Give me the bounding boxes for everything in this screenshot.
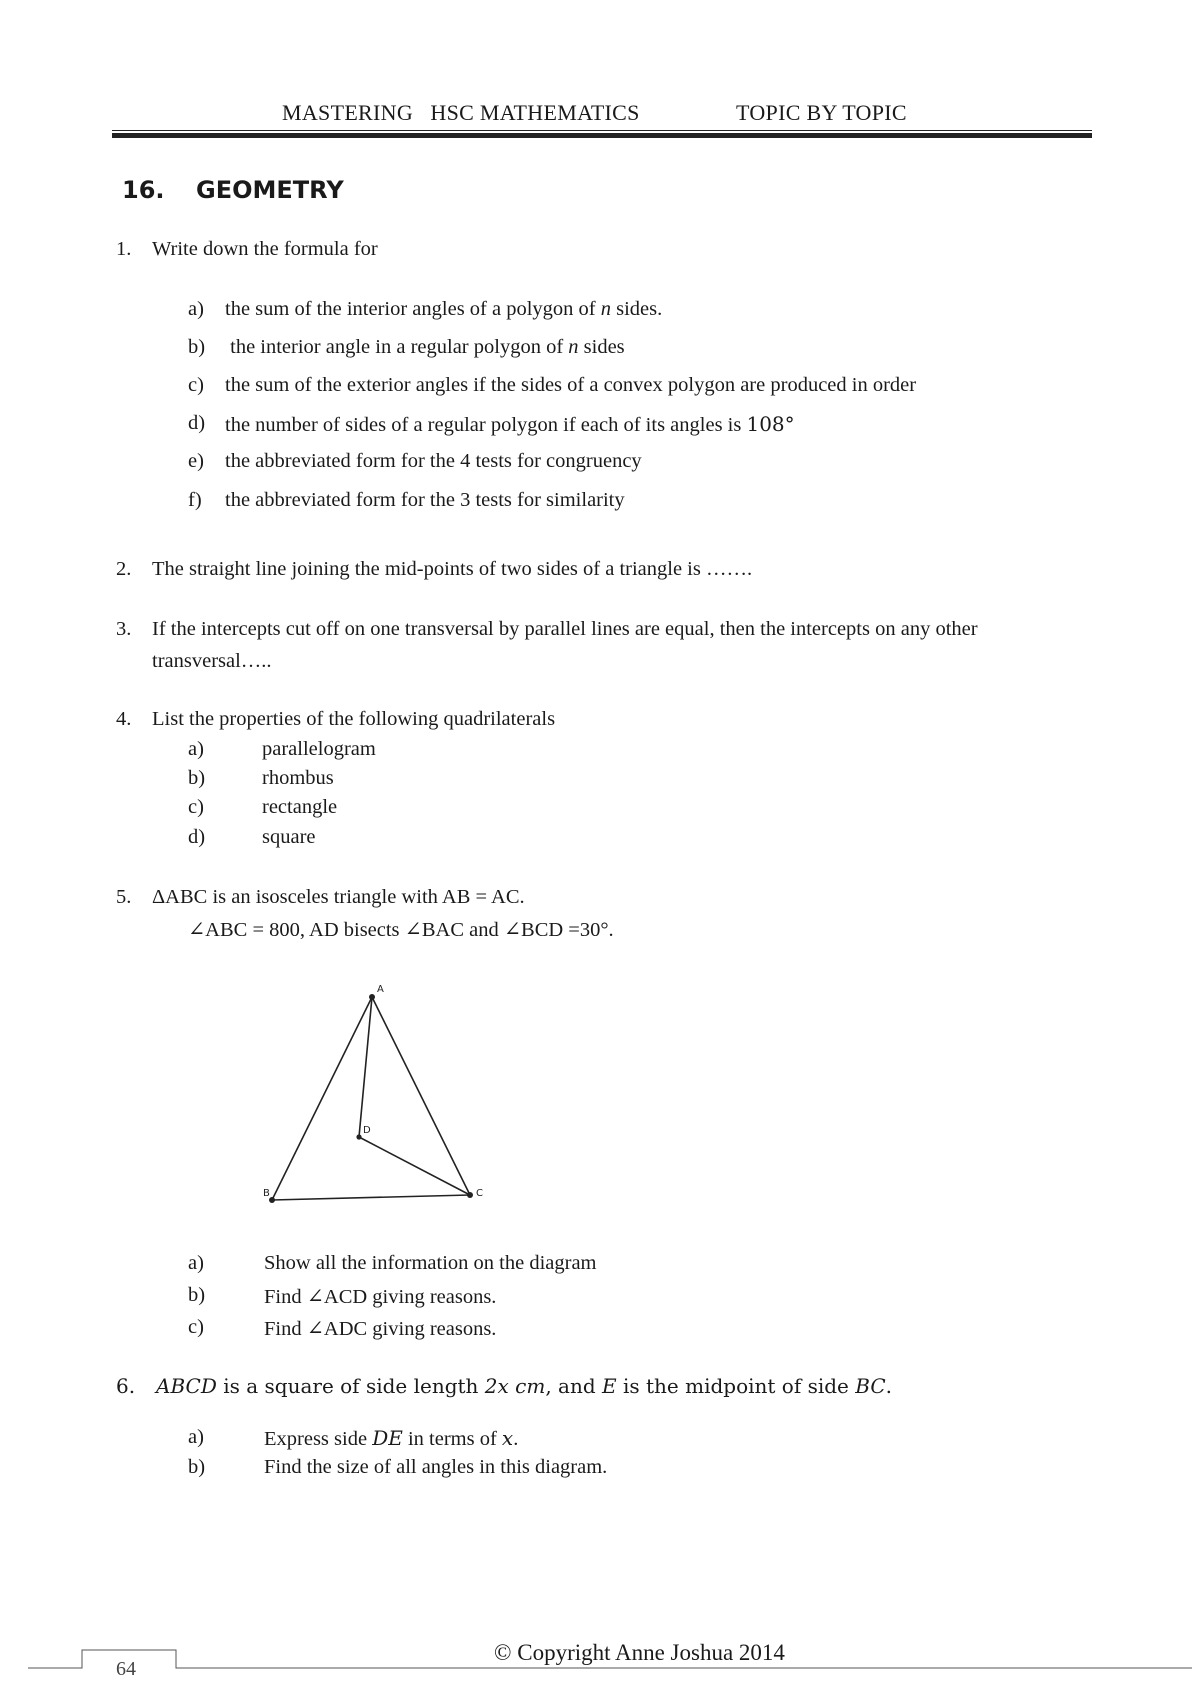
label-a: A [377, 984, 384, 995]
copyright-notice: © Copyright Anne Joshua 2014 [494, 1640, 785, 1665]
sub-text: Show all the information on the diagram [264, 1252, 597, 1274]
sub-text: parallelogram [262, 738, 376, 760]
sub-text: the interior angle in a regular polygon of n sides [225, 336, 625, 358]
label-c: C [476, 1188, 483, 1199]
question-text-line-2: ∠ABC = 800, AD bisects ∠BAC and ∠BCD =30°. [188, 919, 614, 941]
sub-text: Find ∠ACD giving reasons. [264, 1286, 497, 1308]
running-header-title: MASTERING HSC MATHEMATICS [282, 100, 640, 125]
sub-text: rhombus [262, 767, 334, 789]
question-number: 4. [116, 708, 132, 730]
question-text: Write down the formula for [152, 238, 378, 260]
sub-text: rectangle [262, 796, 338, 818]
sub-text: Find the size of all angles in this diagram. [264, 1456, 608, 1478]
section-number: 16. [122, 176, 165, 204]
sub-letter: b) [188, 1284, 206, 1306]
question-number: 3. [116, 618, 132, 640]
label-d: D [363, 1125, 371, 1136]
question-number: 5. [116, 886, 132, 908]
sub-text: the sum of the exterior angles if the sides of a convex polygon are produced in order [225, 374, 917, 396]
sub-letter: d) [188, 412, 206, 434]
question-text-line-2: transversal….. [152, 650, 272, 672]
sub-letter: a) [188, 1252, 204, 1274]
sub-letter: a) [188, 298, 204, 320]
question-text: List the properties of the following quadrilaterals [152, 708, 556, 730]
sub-letter: d) [188, 826, 206, 848]
sub-letter: b) [188, 767, 206, 789]
sub-letter: a) [188, 1426, 204, 1448]
question-number: 6. [116, 1374, 136, 1398]
label-b: B [263, 1188, 270, 1199]
sub-text: Express side DE in terms of x. [264, 1426, 519, 1450]
question-number: 1. [116, 238, 132, 260]
question-text-line-1: ΔABC is an isosceles triangle with AB = AC. [152, 886, 525, 908]
sub-text: Find ∠ADC giving reasons. [264, 1318, 497, 1340]
page-number: 64 [116, 1658, 136, 1680]
sub-letter: c) [188, 1316, 204, 1338]
sub-text: the number of sides of a regular polygon if each of its angles is 108° [225, 412, 795, 436]
question-text-line-1: If the intercepts cut off on one transversal by parallel lines are equal, then the intercepts on any other [152, 618, 978, 640]
sub-letter: f) [188, 489, 202, 511]
sub-letter: a) [188, 738, 204, 760]
sub-letter: b) [188, 1456, 206, 1478]
section-title: GEOMETRY [196, 176, 344, 204]
sub-letter: c) [188, 374, 204, 396]
question-text: ABCD is a square of side length 2x cm, and E is the midpoint of side BC. [156, 1374, 892, 1398]
sub-letter: b) [188, 336, 206, 358]
question-number: 2. [116, 558, 132, 580]
sub-letter: e) [188, 450, 204, 472]
question-text: The straight line joining the mid-points of two sides of a triangle is ……. [152, 558, 753, 580]
sub-letter: c) [188, 796, 204, 818]
running-header-topic: TOPIC BY TOPIC [736, 100, 907, 125]
sub-text: the sum of the interior angles of a polygon of n sides. [225, 298, 663, 320]
sub-text: the abbreviated form for the 3 tests for similarity [225, 489, 625, 511]
sub-text: the abbreviated form for the 4 tests for congruency [225, 450, 642, 472]
sub-text: square [262, 826, 316, 848]
